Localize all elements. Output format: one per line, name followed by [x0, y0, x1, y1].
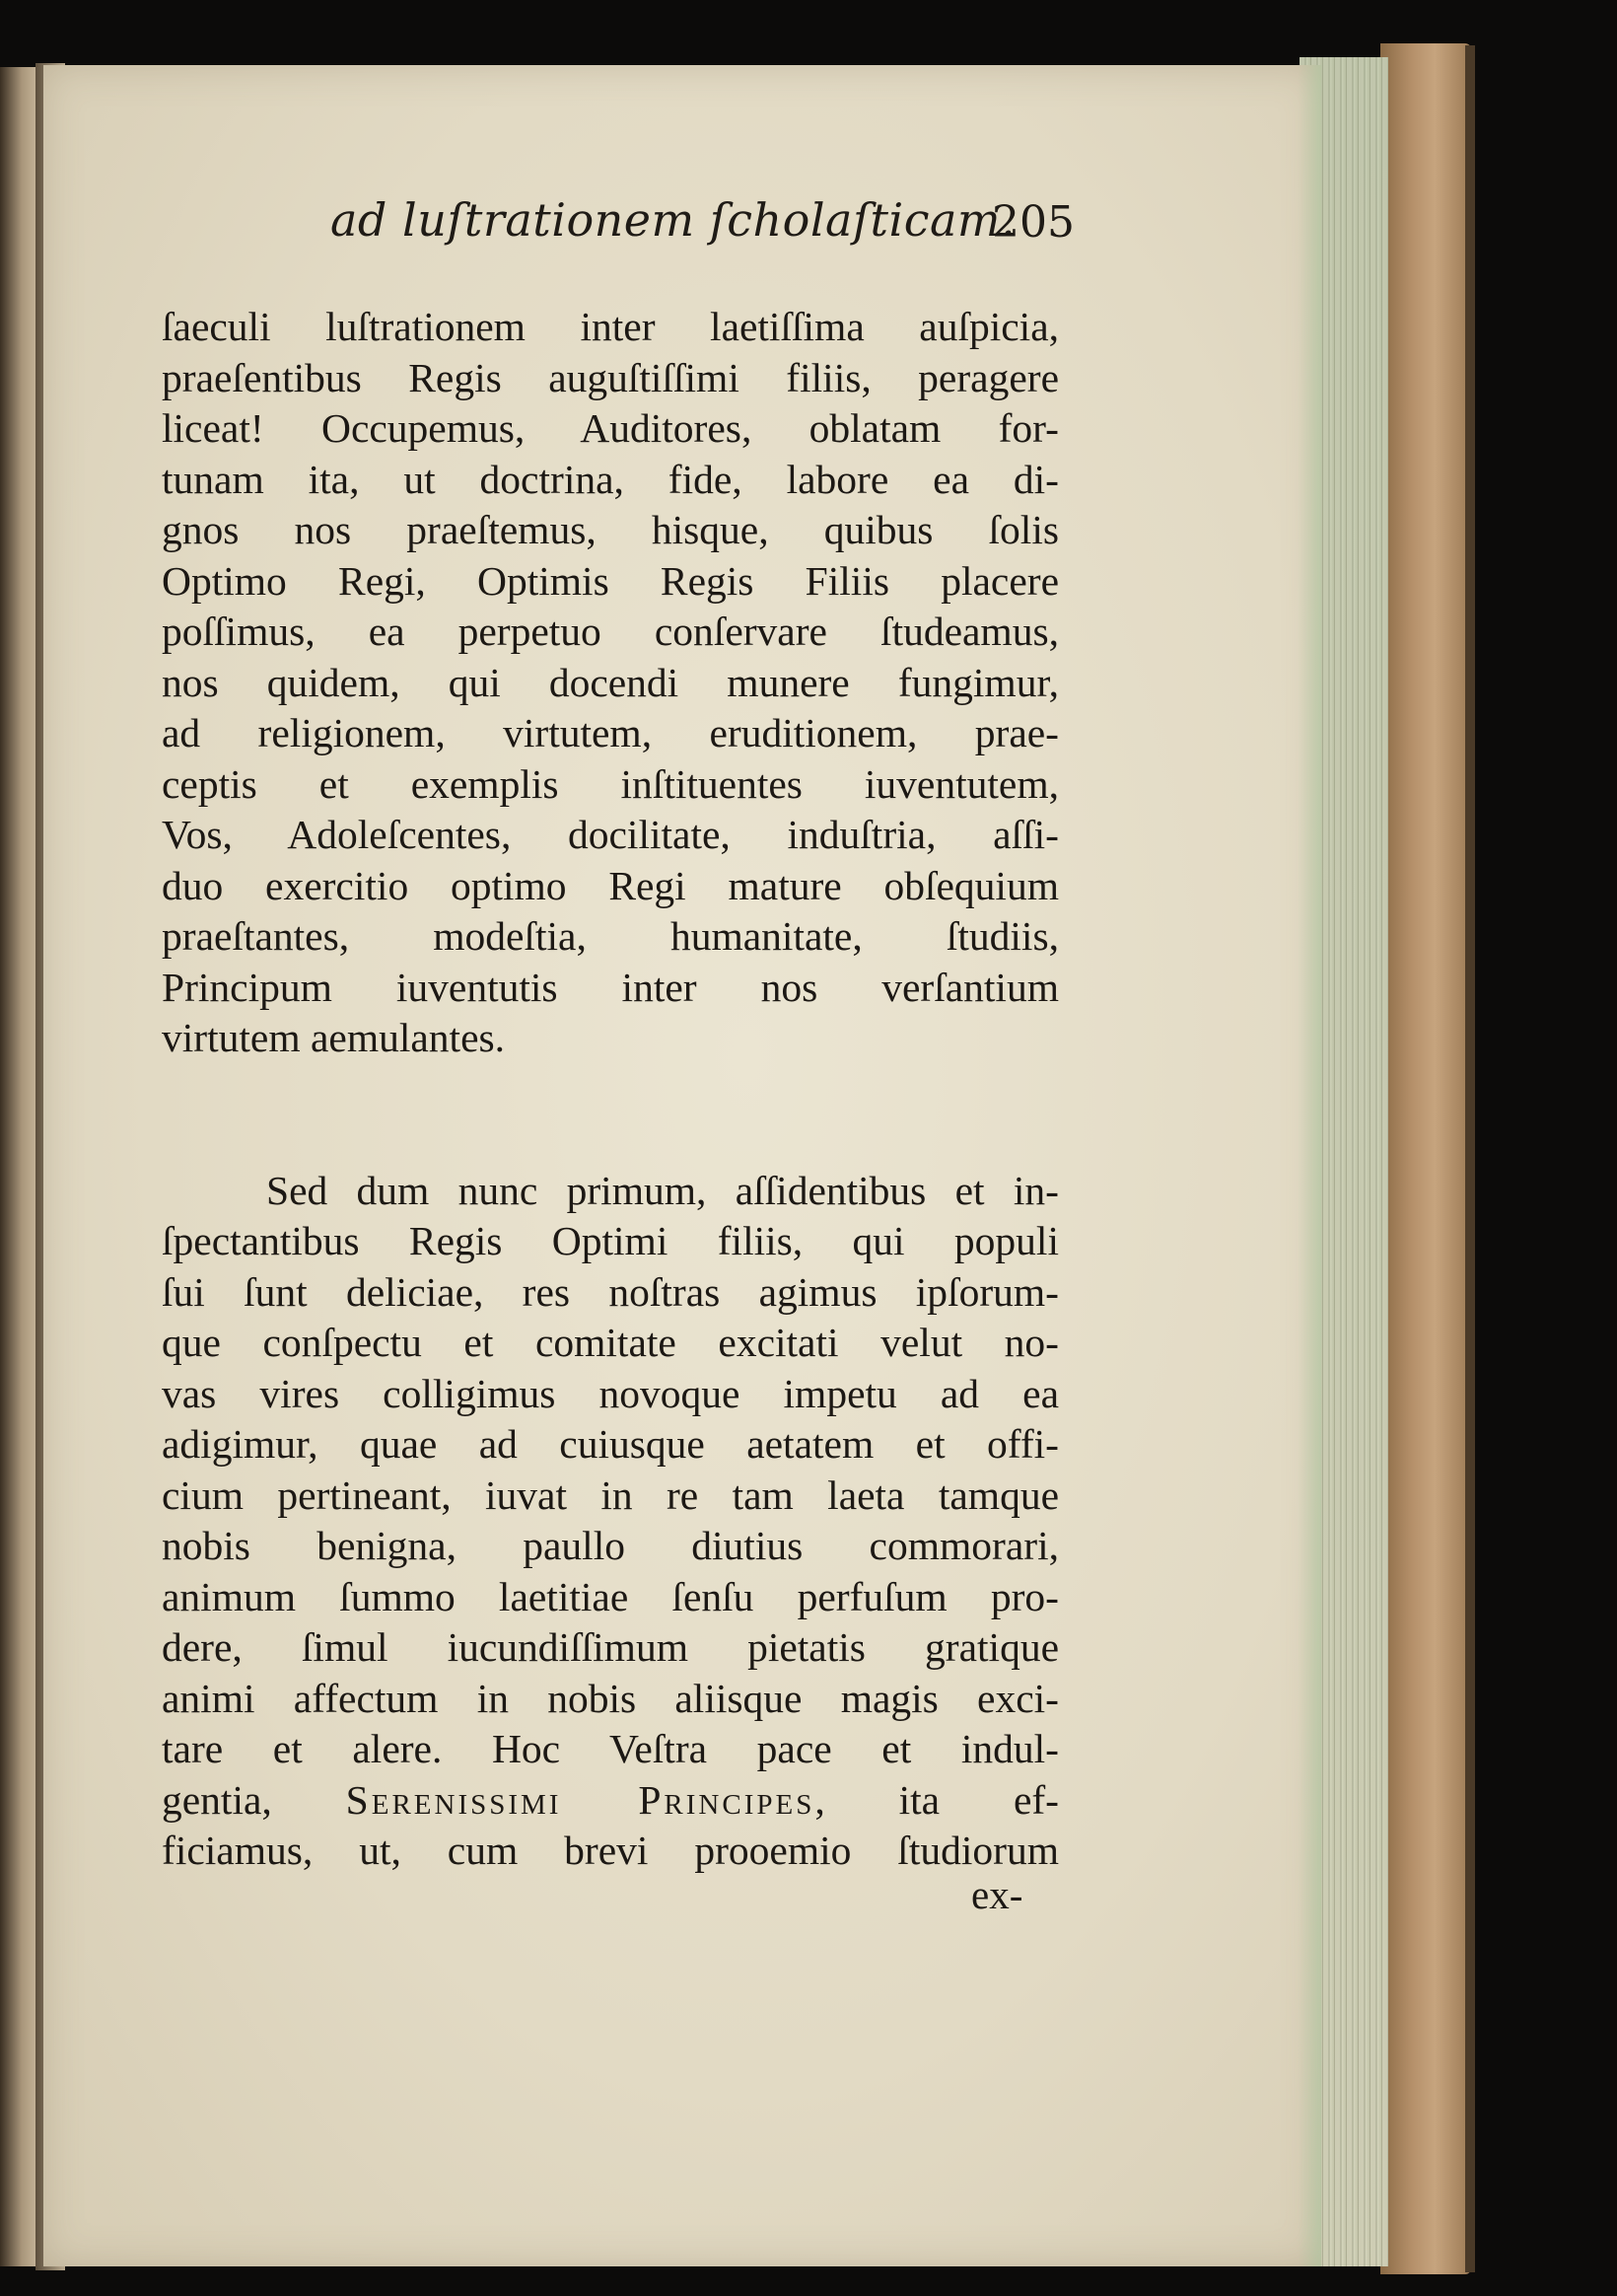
text-line: virtutem aemulantes. — [162, 1015, 506, 1060]
text-line: animum ſummo laetitiae ſenſu perfuſum pro- — [162, 1573, 1059, 1619]
text-line: praeſentibus Regis auguſtiſſimi filiis, peragere — [162, 354, 1059, 400]
text-line: tunam ita, ut doctrina, fide, labore ea di- — [162, 456, 1059, 502]
text-line: ficiamus, ut, cum brevi prooemio ſtudiorum — [162, 1828, 1059, 1873]
book-cover-board — [1380, 43, 1471, 2274]
page-body-text — [162, 302, 1059, 1877]
text-line: liceat! Occupemus, Auditores, oblatam for- — [162, 405, 1059, 451]
text-line: ceptis et exemplis inſtituentes iuventutem, — [162, 760, 1059, 807]
page-number: 205 — [992, 197, 1075, 248]
text-line: vas vires colligimus novoque impetu ad ea — [162, 1370, 1059, 1416]
text-line: ſaeculi luſtrationem inter laetiſſima auſpicia, — [162, 304, 1059, 349]
text-line: Principum iuventutis inter nos verſantium — [162, 964, 1059, 1010]
text-line: cium pertineant, iuvat in re tam laeta tamque — [162, 1471, 1059, 1518]
text-line: ſpectantibus Regis Optimi filiis, qui populi — [162, 1218, 1059, 1263]
text-line: Sed dum nunc primum, aſſidentibus et in- — [266, 1167, 1059, 1213]
text-line: animi affectum in nobis aliisque magis exci- — [162, 1675, 1059, 1721]
previous-page-edge — [0, 67, 39, 2266]
book-cover-edge — [1465, 45, 1475, 2272]
text-line: ad religionem, virtutem, eruditionem, prae- — [162, 710, 1059, 755]
text-line: Vos, Adoleſcentes, docilitate, induſtria, aſſi- — [162, 812, 1059, 857]
text-line: gnos nos praeſtemus, hisque, quibus ſolis — [162, 507, 1059, 552]
text-line: nos quidem, qui docendi munere fungimur, — [162, 659, 1059, 705]
text-line: ſui ſunt deliciae, res noſtras agimus ipſorum- — [162, 1268, 1059, 1315]
catchword: ex- — [971, 1872, 1023, 1917]
text-line: tare et alere. Hoc Veſtra pace et indul- — [162, 1726, 1059, 1771]
text-run: gentia, — [162, 1776, 346, 1823]
text-line: poſſimus, ea perpetuo conſervare ſtudeamus, — [162, 609, 1059, 654]
text-line: dere, ſimul iucundiſſimum pietatis gratique — [162, 1624, 1059, 1670]
text-line: adigimur, quae ad cuiusque aetatem et offi- — [162, 1421, 1059, 1467]
text-line-gentia — [162, 1775, 1059, 1827]
paragraph-gap — [162, 1064, 1059, 1166]
small-caps-address: Serenissimi Principes — [345, 1776, 815, 1823]
text-line: nobis benigna, paullo diutius commorari, — [162, 1523, 1059, 1568]
text-line: que conſpectu et comitate excitati velut no- — [162, 1320, 1059, 1365]
text-line: duo exercitio optimo Regi mature obſequium — [162, 862, 1059, 908]
page-header — [330, 193, 1075, 262]
text-run: , ita ef- — [814, 1776, 1059, 1823]
running-head: ad luſtrationem ſcholaſticam. — [330, 193, 1017, 247]
text-line: Optimo Regi, Optimis Regis Filiis placere — [162, 557, 1059, 604]
text-line: praeſtantes, modeſtia, humanitate, ſtudiis, — [162, 913, 1059, 959]
